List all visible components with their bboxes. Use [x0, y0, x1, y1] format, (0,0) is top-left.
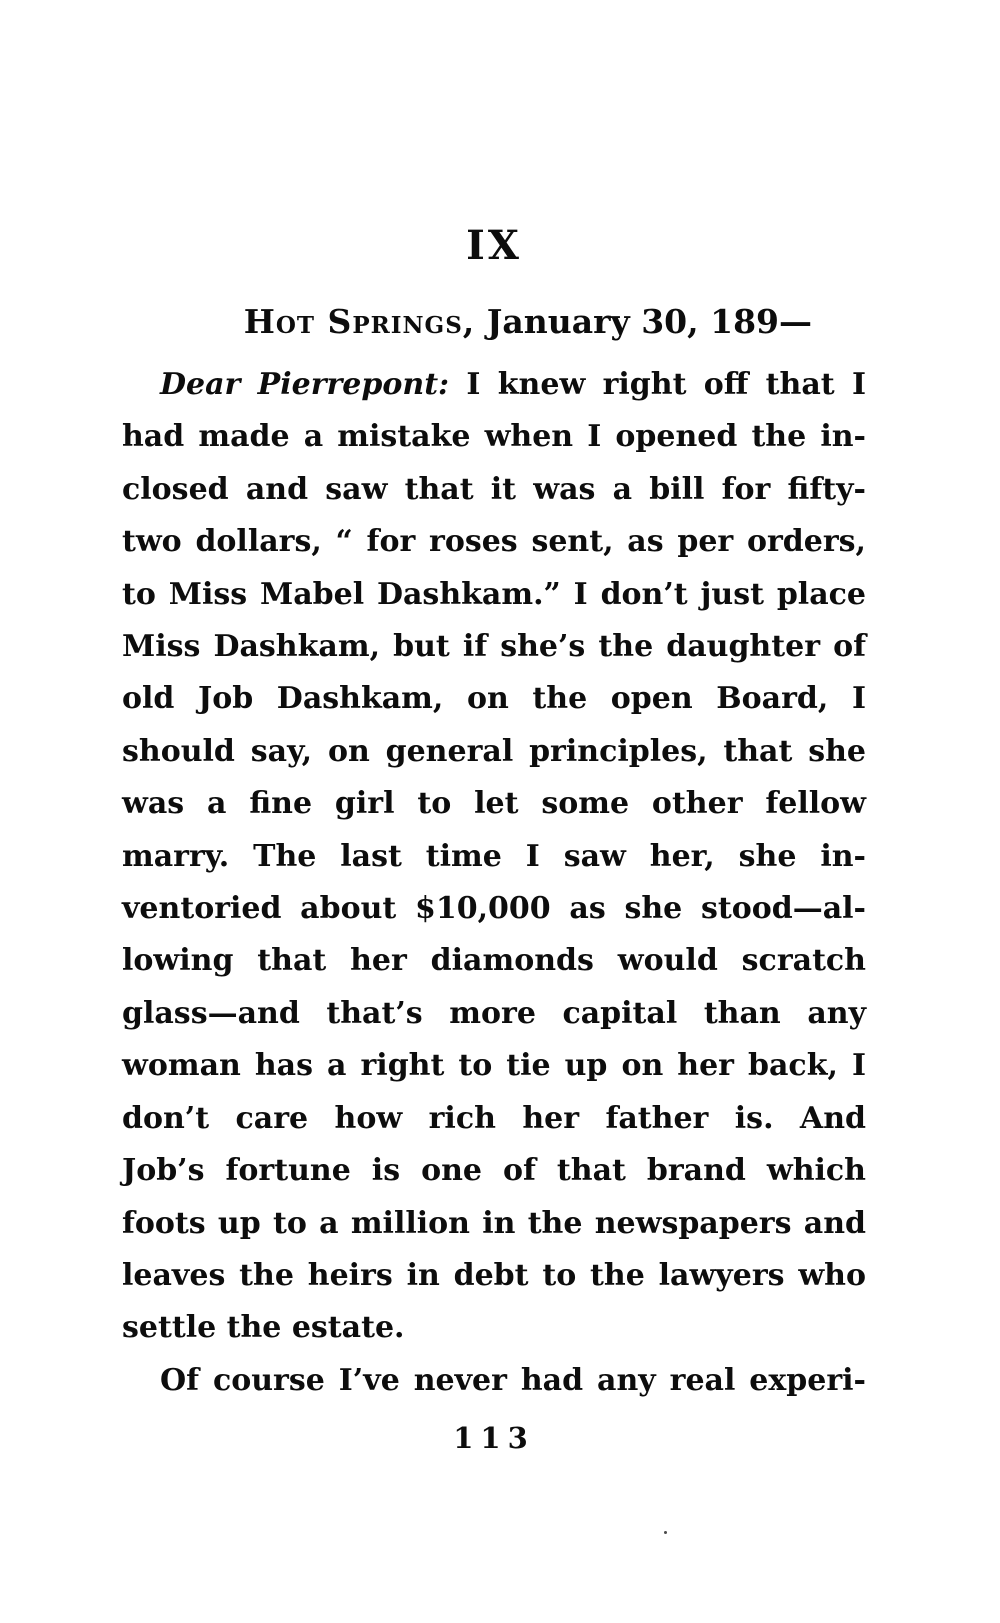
letter-body: [122, 359, 866, 1407]
letter-line: lowing that her diamonds would scratch: [122, 943, 866, 979]
letter-line: settle the estate.: [122, 1310, 405, 1346]
letter-line: Job’s fortune is one of that brand which: [122, 1153, 866, 1189]
letter-line: to Miss Mabel Dashkam.” I don’t just place: [122, 576, 866, 612]
letter-line: should say, on general principles, that she: [122, 733, 866, 769]
letter-line: marry. The last time I saw her, she in-: [122, 838, 866, 874]
letter-line: Of course I’ve never had any real experi-: [160, 1362, 866, 1398]
letter-line: had made a mistake when I opened the in-: [122, 419, 866, 455]
letter-line: woman has a right to tie up on her back, I: [122, 1048, 866, 1084]
page-number: 113: [453, 1421, 535, 1455]
letter-line-salutation: [122, 359, 866, 411]
letter-dateline: [122, 301, 866, 343]
salutation-rest: I knew right off that I: [449, 367, 866, 402]
letter-line: was a fine girl to let some other fellow: [122, 786, 866, 822]
letter-line: foots up to a million in the newspapers and: [122, 1205, 866, 1241]
letter-line: closed and saw that it was a bill for fifty-: [122, 471, 866, 507]
chapter-number: IX: [466, 222, 522, 269]
dateline-date: January 30, 189—: [475, 302, 812, 341]
letter-line: two dollars, “ for roses sent, as per orders,: [122, 524, 866, 560]
letter-line: old Job Dashkam, on the open Board, I: [122, 681, 866, 717]
letter-line: don’t care how rich her father is. And: [122, 1100, 866, 1136]
salutation-italic: Dear Pierrepont:: [160, 367, 450, 402]
scan-speck-artifact: [664, 1531, 667, 1534]
letter-line: glass—and that’s more capital than any: [122, 995, 866, 1031]
dateline-place: Hot Springs,: [243, 302, 476, 341]
letter-line: Miss Dashkam, but if she’s the daughter of: [122, 629, 866, 665]
letter-line: leaves the heirs in debt to the lawyers who: [122, 1257, 866, 1293]
letter-line: ventoried about $10,000 as she stood—al-: [122, 891, 866, 927]
